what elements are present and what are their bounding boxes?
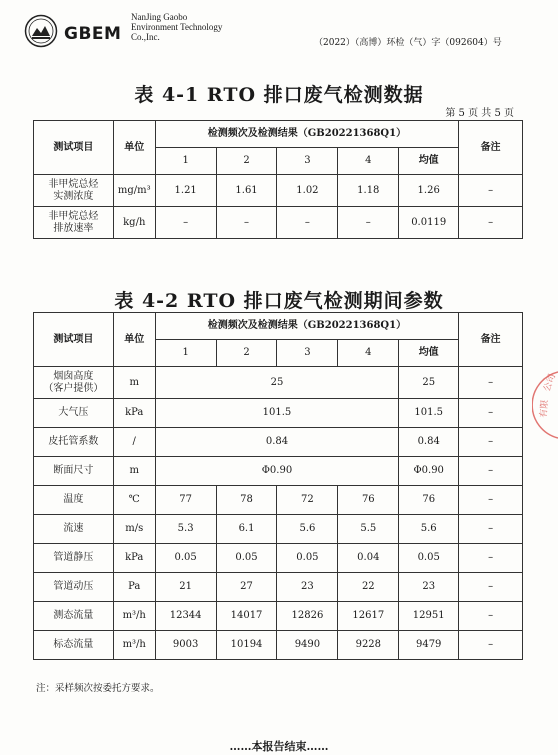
header-col-2: 2 [216,340,277,367]
table-row [34,457,523,486]
row-unit: mg/m³ [113,175,155,207]
row-item: 非甲烷总烃 实测浓度 [34,175,114,207]
company-logo-icon [24,14,58,48]
row-value: Φ0.90 [155,457,399,486]
header-col-3: 3 [277,340,338,367]
row-value: 21 [155,573,216,602]
row-unit: m³/h [113,631,155,660]
row-remark: – [459,207,523,239]
table-row [34,602,523,631]
row-value: 25 [155,367,399,399]
header-results: 检测频次及检测结果（GB20221368Q1） [155,313,458,340]
table-row [34,631,523,660]
row-value: 5.5 [338,515,399,544]
row-item: 非甲烷总烃 排放速率 [34,207,114,239]
row-value: 1.02 [277,175,338,207]
row-value: – [338,207,399,239]
row-value: 101.5 [155,399,399,428]
row-value: 6.1 [216,515,277,544]
row-remark: – [459,428,523,457]
company-line: Environment Technology [131,22,223,32]
company-line: NanJing Gaobo [131,12,188,22]
header-unit: 单位 [113,313,155,367]
row-mean: Φ0.90 [399,457,459,486]
table-row [34,573,523,602]
row-unit: m³/h [113,602,155,631]
header-col-mean: 均值 [399,148,459,175]
table-row [34,428,523,457]
row-value: 0.05 [155,544,216,573]
row-remark: – [459,573,523,602]
header-remark: 备注 [459,313,523,367]
header-col-4: 4 [338,148,399,175]
row-mean: 0.84 [399,428,459,457]
report-number: （2022）（高博）环检（气）字（092604）号 [314,38,502,48]
table-row [34,486,523,515]
row-value: 0.04 [338,544,399,573]
row-value: 23 [277,573,338,602]
row-value: 1.61 [216,175,277,207]
row-value: 5.6 [277,515,338,544]
row-unit: m [113,457,155,486]
svg-text:有限: 有限 [539,399,551,419]
row-value: 12617 [338,602,399,631]
row-value: 76 [338,486,399,515]
row-value: 12826 [277,602,338,631]
table-row [34,544,523,573]
row-item: 大气压 [34,399,114,428]
row-remark: – [459,486,523,515]
row-value: – [277,207,338,239]
page-info: 第 5 页 共 5 页 [445,108,514,119]
row-mean: 76 [399,486,459,515]
row-item: 标态流量 [34,631,114,660]
table2-title: 表 4-2 RTO 排口废气检测期间参数 [114,290,444,312]
row-remark: – [459,367,523,399]
row-mean: 12951 [399,602,459,631]
row-unit: m [113,367,155,399]
row-value: 9003 [155,631,216,660]
row-unit: / [113,428,155,457]
row-unit: ℃ [113,486,155,515]
row-unit: kg/h [113,207,155,239]
report-end-text: ……本报告结束…… [229,740,329,753]
row-mean: 101.5 [399,399,459,428]
row-mean: 5.6 [399,515,459,544]
header-col-2: 2 [216,148,277,175]
header-col-3: 3 [277,148,338,175]
row-value: 78 [216,486,277,515]
row-item: 管道动压 [34,573,114,602]
table1-title: 表 4-1 RTO 排口废气检测数据 [134,84,424,106]
row-item: 皮托管系数 [34,428,114,457]
row-item: 管道静压 [34,544,114,573]
row-mean: 0.0119 [399,207,459,239]
svg-text:公司: 公司 [542,372,558,394]
header-unit: 单位 [113,121,155,175]
row-value: 5.3 [155,515,216,544]
row-remark: – [459,602,523,631]
row-remark: – [459,175,523,207]
table-row [34,207,523,239]
row-value: 1.18 [338,175,399,207]
row-unit: Pa [113,573,155,602]
row-remark: – [459,515,523,544]
row-unit: kPa [113,399,155,428]
row-value: 72 [277,486,338,515]
row-remark: – [459,544,523,573]
row-value: 1.21 [155,175,216,207]
row-remark: – [459,457,523,486]
header-col-4: 4 [338,340,399,367]
row-item: 温度 [34,486,114,515]
table-row [34,367,523,399]
row-value: 12344 [155,602,216,631]
row-value: 22 [338,573,399,602]
row-item: 流速 [34,515,114,544]
header-col-1: 1 [155,148,216,175]
row-value: 14017 [216,602,277,631]
row-item: 烟囱高度 （客户提供） [34,367,114,399]
row-value: 0.05 [216,544,277,573]
row-unit: kPa [113,544,155,573]
header-results: 检测频次及检测结果（GB20221368Q1） [155,121,458,148]
row-remark: – [459,631,523,660]
header-col-mean: 均值 [399,340,459,367]
header-item: 测试项目 [34,121,114,175]
row-value: 27 [216,573,277,602]
row-unit: m/s [113,515,155,544]
row-mean: 1.26 [399,175,459,207]
table-row [34,175,523,207]
row-item: 断面尺寸 [34,457,114,486]
row-value: 9228 [338,631,399,660]
table2 [33,312,523,660]
row-item: 测态流量 [34,602,114,631]
table1 [33,120,523,239]
row-mean: 9479 [399,631,459,660]
row-mean: 0.05 [399,544,459,573]
header-col-1: 1 [155,340,216,367]
footnote: 注：采样频次按委托方要求。 [36,683,160,694]
row-value: – [155,207,216,239]
company-line: Co.,Inc. [131,32,160,42]
header-remark: 备注 [459,121,523,175]
row-value: 10194 [216,631,277,660]
header-item: 测试项目 [34,313,114,367]
row-mean: 25 [399,367,459,399]
brand-name: GBEM [64,24,122,44]
row-value: – [216,207,277,239]
row-mean: 23 [399,573,459,602]
row-value: 77 [155,486,216,515]
row-value: 0.84 [155,428,399,457]
company-name [131,12,222,42]
row-value: 9490 [277,631,338,660]
table-row [34,515,523,544]
company-seal-icon [532,370,558,440]
row-value: 0.05 [277,544,338,573]
table-row [34,399,523,428]
row-remark: – [459,399,523,428]
